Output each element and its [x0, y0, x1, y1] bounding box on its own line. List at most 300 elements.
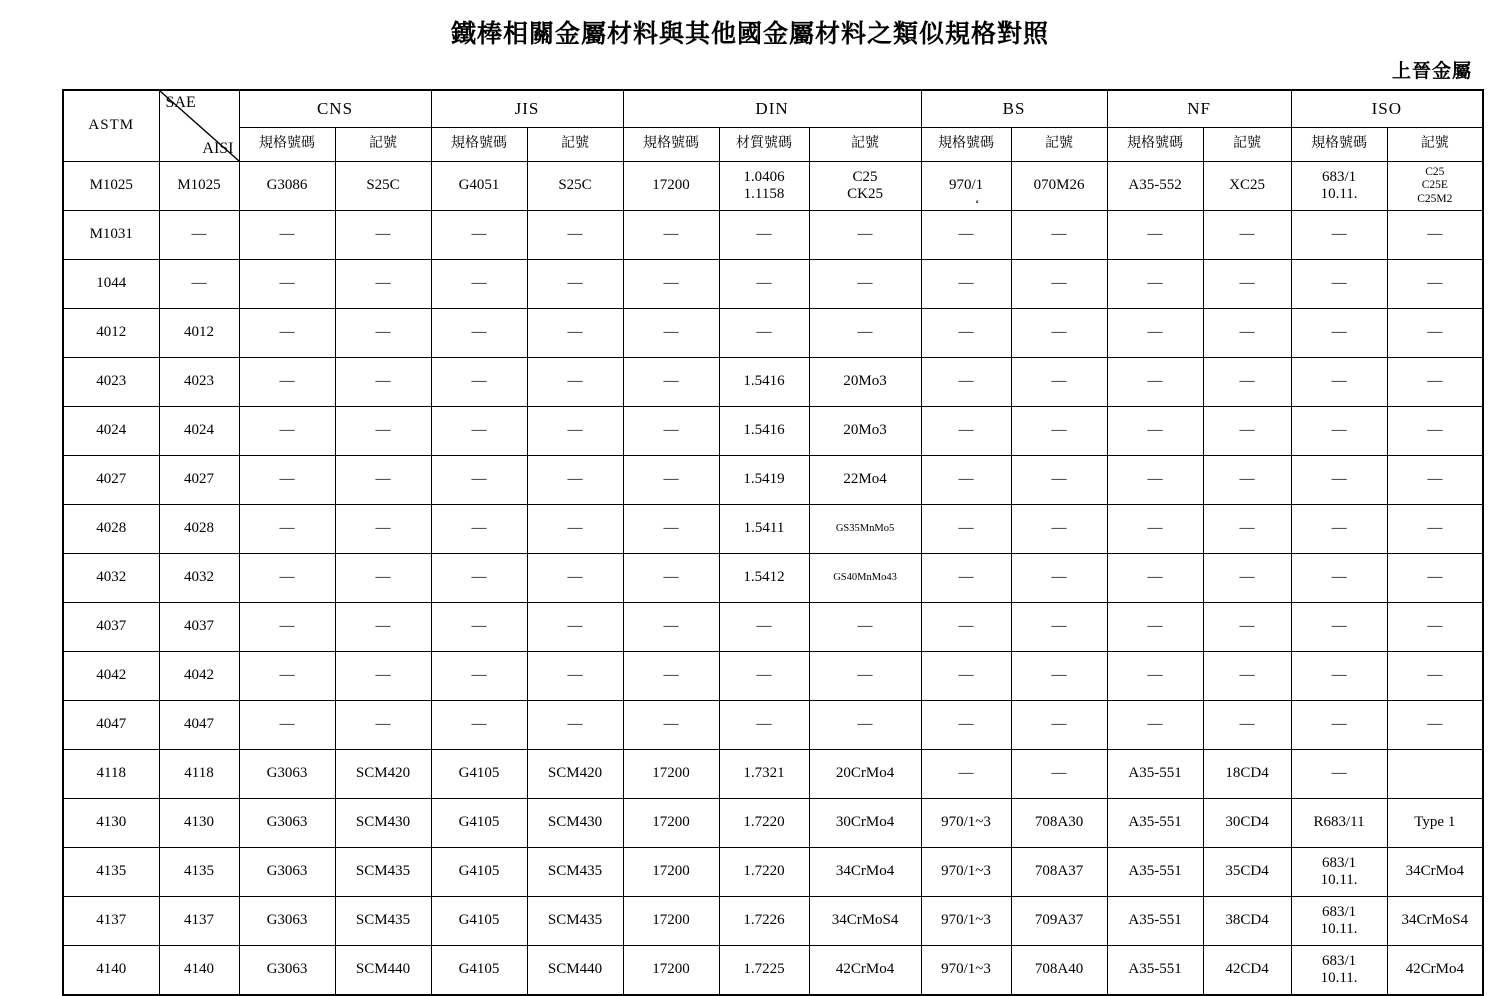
- cell-bs-symbol: 070M26: [1011, 162, 1107, 211]
- cell-din-material-no: 1.7220: [719, 799, 809, 848]
- cell-jis-no: —: [431, 456, 527, 505]
- cell-cns-symbol: S25C: [335, 162, 431, 211]
- cell-din-material-no: 1.7225: [719, 946, 809, 996]
- cell-din-no: —: [623, 505, 719, 554]
- cell-bs-no: —: [921, 554, 1011, 603]
- stray-pen-mark: ʻ: [975, 196, 980, 211]
- cell-jis-symbol: —: [527, 652, 623, 701]
- cell-bs-no: 970/1~3: [921, 799, 1011, 848]
- header-bs-symbol: 記號: [1011, 127, 1107, 161]
- spec-comparison-table: [62, 89, 1484, 996]
- cell-jis-no: —: [431, 260, 527, 309]
- cell-din-no: —: [623, 309, 719, 358]
- cell-nf-symbol: —: [1203, 652, 1291, 701]
- cell-sae: 4140: [159, 946, 239, 996]
- cell-jis-no: G4105: [431, 799, 527, 848]
- cell-jis-symbol: SCM420: [527, 750, 623, 799]
- header-jis-no: 規格號碼: [431, 127, 527, 161]
- cell-cns-no: —: [239, 701, 335, 750]
- cell-iso-no: —: [1291, 554, 1387, 603]
- table-header: [63, 90, 1483, 162]
- table-body: [63, 162, 1483, 996]
- cell-jis-no: —: [431, 603, 527, 652]
- cell-din-no: 17200: [623, 897, 719, 946]
- cell-din-no: 17200: [623, 799, 719, 848]
- cell-iso-no: 683/1 10.11.: [1291, 162, 1387, 211]
- cell-din-material-no: 1.5416: [719, 358, 809, 407]
- header-aisi-label: AISI: [202, 139, 234, 157]
- cell-cns-no: —: [239, 505, 335, 554]
- cell-iso-symbol: —: [1387, 211, 1483, 260]
- cell-cns-no: G3063: [239, 848, 335, 897]
- cell-bs-no: —: [921, 505, 1011, 554]
- cell-astm: 4023: [63, 358, 159, 407]
- cell-din-symbol: GS40MnMo43: [809, 554, 921, 603]
- cell-cns-no: G3063: [239, 799, 335, 848]
- cell-bs-no: —: [921, 358, 1011, 407]
- cell-bs-symbol: 708A37: [1011, 848, 1107, 897]
- table-row: [63, 848, 1483, 897]
- cell-iso-symbol: —: [1387, 701, 1483, 750]
- cell-jis-no: G4105: [431, 848, 527, 897]
- cell-nf-symbol: —: [1203, 603, 1291, 652]
- cell-astm: 4024: [63, 407, 159, 456]
- table-row: [63, 897, 1483, 946]
- cell-cns-no: G3063: [239, 946, 335, 996]
- cell-cns-no: —: [239, 309, 335, 358]
- cell-bs-symbol: —: [1011, 260, 1107, 309]
- cell-nf-symbol: XC25: [1203, 162, 1291, 211]
- cell-bs-symbol: —: [1011, 309, 1107, 358]
- table-row: [63, 946, 1483, 996]
- cell-bs-symbol: 709A37: [1011, 897, 1107, 946]
- cell-cns-symbol: SCM435: [335, 848, 431, 897]
- cell-bs-symbol: —: [1011, 407, 1107, 456]
- cell-cns-symbol: —: [335, 603, 431, 652]
- header-sae-label: SAE: [165, 94, 196, 111]
- cell-din-symbol: —: [809, 211, 921, 260]
- cell-din-material-no: 1.5412: [719, 554, 809, 603]
- cell-din-no: —: [623, 652, 719, 701]
- cell-cns-no: —: [239, 456, 335, 505]
- cell-astm: 4047: [63, 701, 159, 750]
- cell-cns-no: —: [239, 211, 335, 260]
- cell-nf-symbol: —: [1203, 260, 1291, 309]
- cell-jis-symbol: SCM435: [527, 848, 623, 897]
- cell-cns-no: G3063: [239, 897, 335, 946]
- cell-din-symbol: —: [809, 701, 921, 750]
- cell-nf-no: A35-551: [1107, 897, 1203, 946]
- cell-jis-symbol: —: [527, 309, 623, 358]
- cell-jis-no: —: [431, 358, 527, 407]
- cell-din-no: 17200: [623, 750, 719, 799]
- cell-bs-no: —: [921, 750, 1011, 799]
- cell-sae: 4037: [159, 603, 239, 652]
- cell-jis-no: —: [431, 407, 527, 456]
- cell-iso-symbol: —: [1387, 358, 1483, 407]
- table-row: [63, 407, 1483, 456]
- cell-cns-symbol: SCM420: [335, 750, 431, 799]
- header-astm: ASTM: [63, 90, 159, 162]
- header-cns-symbol: 記號: [335, 127, 431, 161]
- cell-iso-no: 683/1 10.11.: [1291, 848, 1387, 897]
- cell-din-symbol: 20CrMo4: [809, 750, 921, 799]
- cell-din-material-no: 1.7226: [719, 897, 809, 946]
- cell-sae: 4130: [159, 799, 239, 848]
- cell-astm: 4042: [63, 652, 159, 701]
- cell-iso-no: —: [1291, 260, 1387, 309]
- cell-astm: M1031: [63, 211, 159, 260]
- cell-cns-symbol: —: [335, 701, 431, 750]
- cell-astm: 4028: [63, 505, 159, 554]
- cell-iso-symbol: —: [1387, 456, 1483, 505]
- cell-iso-symbol: 34CrMo4: [1387, 848, 1483, 897]
- cell-bs-no: 970/1~3: [921, 848, 1011, 897]
- cell-din-material-no: —: [719, 309, 809, 358]
- cell-din-material-no: 1.7220: [719, 848, 809, 897]
- cell-sae: 4118: [159, 750, 239, 799]
- cell-astm: 4140: [63, 946, 159, 996]
- cell-din-symbol: 20Mo3: [809, 358, 921, 407]
- cell-nf-symbol: 18CD4: [1203, 750, 1291, 799]
- cell-cns-symbol: —: [335, 505, 431, 554]
- cell-bs-no: 970/1~3: [921, 946, 1011, 996]
- header-group-iso: ISO: [1291, 90, 1483, 127]
- cell-din-material-no: 1.0406 1.1158: [719, 162, 809, 211]
- cell-jis-symbol: —: [527, 358, 623, 407]
- cell-cns-no: —: [239, 260, 335, 309]
- cell-din-no: —: [623, 211, 719, 260]
- header-sae-aisi: [159, 90, 239, 162]
- cell-sae: 4137: [159, 897, 239, 946]
- cell-din-symbol: 20Mo3: [809, 407, 921, 456]
- cell-bs-symbol: —: [1011, 456, 1107, 505]
- cell-nf-no: —: [1107, 260, 1203, 309]
- cell-cns-no: —: [239, 652, 335, 701]
- cell-sae: 4135: [159, 848, 239, 897]
- cell-din-symbol: GS35MnMo5: [809, 505, 921, 554]
- header-bs-no: 規格號碼: [921, 127, 1011, 161]
- cell-bs-no: 970/1~3: [921, 897, 1011, 946]
- cell-nf-symbol: —: [1203, 701, 1291, 750]
- cell-astm: 4137: [63, 897, 159, 946]
- cell-nf-no: —: [1107, 211, 1203, 260]
- cell-iso-no: —: [1291, 701, 1387, 750]
- cell-iso-no: —: [1291, 505, 1387, 554]
- cell-din-material-no: 1.5419: [719, 456, 809, 505]
- cell-din-symbol: —: [809, 652, 921, 701]
- header-nf-symbol: 記號: [1203, 127, 1291, 161]
- cell-din-no: —: [623, 554, 719, 603]
- spec-table-container: [62, 89, 1476, 996]
- cell-astm: 4135: [63, 848, 159, 897]
- cell-din-material-no: —: [719, 211, 809, 260]
- cell-sae: 4032: [159, 554, 239, 603]
- cell-nf-no: A35-552: [1107, 162, 1203, 211]
- cell-sae: —: [159, 211, 239, 260]
- cell-iso-symbol: —: [1387, 652, 1483, 701]
- cell-jis-no: —: [431, 554, 527, 603]
- cell-nf-no: A35-551: [1107, 946, 1203, 996]
- cell-jis-symbol: —: [527, 505, 623, 554]
- cell-cns-symbol: —: [335, 652, 431, 701]
- table-row: [63, 799, 1483, 848]
- cell-bs-no: —: [921, 701, 1011, 750]
- cell-iso-no: —: [1291, 456, 1387, 505]
- cell-astm: 4118: [63, 750, 159, 799]
- cell-sae: —: [159, 260, 239, 309]
- cell-jis-no: G4105: [431, 897, 527, 946]
- cell-cns-symbol: —: [335, 456, 431, 505]
- cell-sae: 4042: [159, 652, 239, 701]
- cell-iso-symbol: —: [1387, 309, 1483, 358]
- cell-din-material-no: —: [719, 603, 809, 652]
- cell-nf-symbol: —: [1203, 554, 1291, 603]
- cell-iso-symbol: —: [1387, 554, 1483, 603]
- cell-jis-symbol: SCM440: [527, 946, 623, 996]
- cell-bs-no: —: [921, 652, 1011, 701]
- cell-sae: 4023: [159, 358, 239, 407]
- cell-sae: 4012: [159, 309, 239, 358]
- cell-nf-symbol: —: [1203, 211, 1291, 260]
- cell-nf-no: A35-551: [1107, 799, 1203, 848]
- table-row: [63, 554, 1483, 603]
- table-row: [63, 750, 1483, 799]
- cell-cns-no: —: [239, 407, 335, 456]
- cell-bs-symbol: —: [1011, 750, 1107, 799]
- cell-astm: 4012: [63, 309, 159, 358]
- cell-astm: 4130: [63, 799, 159, 848]
- cell-iso-no: R683/11: [1291, 799, 1387, 848]
- table-row: [63, 456, 1483, 505]
- header-group-row: [63, 90, 1483, 127]
- cell-iso-no: —: [1291, 309, 1387, 358]
- cell-nf-symbol: —: [1203, 407, 1291, 456]
- cell-nf-no: —: [1107, 456, 1203, 505]
- cell-din-symbol: —: [809, 603, 921, 652]
- cell-nf-symbol: —: [1203, 505, 1291, 554]
- cell-din-symbol: 22Mo4: [809, 456, 921, 505]
- cell-cns-symbol: —: [335, 407, 431, 456]
- cell-bs-symbol: —: [1011, 554, 1107, 603]
- cell-din-no: 17200: [623, 162, 719, 211]
- cell-din-material-no: —: [719, 260, 809, 309]
- cell-din-material-no: 1.7321: [719, 750, 809, 799]
- cell-bs-symbol: —: [1011, 701, 1107, 750]
- cell-cns-symbol: SCM430: [335, 799, 431, 848]
- cell-nf-symbol: —: [1203, 456, 1291, 505]
- cell-bs-no: —: [921, 211, 1011, 260]
- cell-cns-symbol: SCM440: [335, 946, 431, 996]
- cell-bs-symbol: 708A30: [1011, 799, 1107, 848]
- cell-jis-no: —: [431, 309, 527, 358]
- table-row: [63, 358, 1483, 407]
- cell-din-no: —: [623, 456, 719, 505]
- cell-astm: 1044: [63, 260, 159, 309]
- cell-jis-symbol: SCM430: [527, 799, 623, 848]
- company-name: 上晉金屬: [1391, 61, 1472, 82]
- header-group-nf: NF: [1107, 90, 1291, 127]
- header-din-symbol: 記號: [809, 127, 921, 161]
- cell-cns-symbol: —: [335, 554, 431, 603]
- cell-cns-symbol: —: [335, 211, 431, 260]
- cell-bs-no: —: [921, 456, 1011, 505]
- cell-sae: 4024: [159, 407, 239, 456]
- table-row: [63, 603, 1483, 652]
- cell-din-material-no: 1.5411: [719, 505, 809, 554]
- page-title: 鐵棒相關金屬材料與其他國金屬材料之類似規格對照: [450, 21, 1049, 48]
- cell-astm: 4037: [63, 603, 159, 652]
- cell-din-symbol: —: [809, 309, 921, 358]
- cell-jis-symbol: —: [527, 260, 623, 309]
- cell-iso-no: —: [1291, 750, 1387, 799]
- cell-cns-symbol: —: [335, 260, 431, 309]
- header-jis-symbol: 記號: [527, 127, 623, 161]
- cell-jis-symbol: —: [527, 603, 623, 652]
- cell-iso-symbol: [1387, 750, 1483, 799]
- cell-nf-symbol: 35CD4: [1203, 848, 1291, 897]
- cell-din-no: —: [623, 603, 719, 652]
- cell-bs-symbol: —: [1011, 652, 1107, 701]
- cell-nf-symbol: —: [1203, 309, 1291, 358]
- header-din-material-no: 材質號碼: [719, 127, 809, 161]
- header-iso-symbol: 記號: [1387, 127, 1483, 161]
- header-nf-no: 規格號碼: [1107, 127, 1203, 161]
- cell-bs-no: 970/1: [921, 162, 1011, 211]
- cell-iso-symbol: —: [1387, 407, 1483, 456]
- table-row: [63, 260, 1483, 309]
- cell-cns-symbol: —: [335, 358, 431, 407]
- cell-bs-symbol: 708A40: [1011, 946, 1107, 996]
- cell-nf-symbol: 30CD4: [1203, 799, 1291, 848]
- cell-nf-symbol: 38CD4: [1203, 897, 1291, 946]
- header-cns-no: 規格號碼: [239, 127, 335, 161]
- cell-nf-no: —: [1107, 603, 1203, 652]
- table-row: [63, 701, 1483, 750]
- cell-cns-no: —: [239, 603, 335, 652]
- cell-jis-no: G4105: [431, 946, 527, 996]
- cell-cns-symbol: SCM435: [335, 897, 431, 946]
- cell-jis-symbol: —: [527, 456, 623, 505]
- cell-din-no: —: [623, 407, 719, 456]
- cell-cns-no: —: [239, 358, 335, 407]
- cell-nf-no: —: [1107, 407, 1203, 456]
- cell-cns-no: G3063: [239, 750, 335, 799]
- cell-nf-no: —: [1107, 358, 1203, 407]
- cell-astm: M1025: [63, 162, 159, 211]
- cell-nf-symbol: —: [1203, 358, 1291, 407]
- cell-jis-symbol: —: [527, 701, 623, 750]
- cell-jis-no: —: [431, 505, 527, 554]
- cell-din-symbol: 34CrMo4: [809, 848, 921, 897]
- header-group-bs: BS: [921, 90, 1107, 127]
- cell-jis-symbol: S25C: [527, 162, 623, 211]
- table-row: [63, 505, 1483, 554]
- cell-din-symbol: 42CrMo4: [809, 946, 921, 996]
- cell-iso-no: —: [1291, 358, 1387, 407]
- cell-nf-no: A35-551: [1107, 848, 1203, 897]
- header-din-no: 規格號碼: [623, 127, 719, 161]
- cell-bs-no: —: [921, 309, 1011, 358]
- cell-bs-symbol: —: [1011, 505, 1107, 554]
- cell-bs-symbol: —: [1011, 211, 1107, 260]
- table-row: [63, 162, 1483, 211]
- header-iso-no: 規格號碼: [1291, 127, 1387, 161]
- cell-iso-no: 683/1 10.11.: [1291, 897, 1387, 946]
- cell-iso-symbol: 34CrMoS4: [1387, 897, 1483, 946]
- cell-astm: 4027: [63, 456, 159, 505]
- cell-bs-no: —: [921, 260, 1011, 309]
- header-sub-row: [63, 127, 1483, 161]
- cell-din-no: —: [623, 701, 719, 750]
- cell-nf-no: —: [1107, 554, 1203, 603]
- cell-iso-no: —: [1291, 603, 1387, 652]
- cell-iso-no: —: [1291, 407, 1387, 456]
- cell-iso-symbol: —: [1387, 260, 1483, 309]
- cell-astm: 4032: [63, 554, 159, 603]
- cell-din-no: 17200: [623, 848, 719, 897]
- header-group-jis: JIS: [431, 90, 623, 127]
- cell-din-no: —: [623, 358, 719, 407]
- cell-iso-symbol: C25 C25E C25M2: [1387, 162, 1483, 211]
- table-row: [63, 211, 1483, 260]
- cell-jis-no: —: [431, 701, 527, 750]
- cell-jis-no: G4051: [431, 162, 527, 211]
- header-group-cns: CNS: [239, 90, 431, 127]
- cell-bs-no: —: [921, 603, 1011, 652]
- cell-bs-symbol: —: [1011, 358, 1107, 407]
- cell-sae: 4047: [159, 701, 239, 750]
- cell-cns-no: —: [239, 554, 335, 603]
- cell-jis-symbol: —: [527, 407, 623, 456]
- cell-jis-symbol: —: [527, 211, 623, 260]
- cell-din-no: —: [623, 260, 719, 309]
- cell-jis-symbol: —: [527, 554, 623, 603]
- cell-nf-no: —: [1107, 652, 1203, 701]
- cell-din-symbol: 30CrMo4: [809, 799, 921, 848]
- cell-din-symbol: —: [809, 260, 921, 309]
- cell-nf-no: A35-551: [1107, 750, 1203, 799]
- cell-nf-no: —: [1107, 701, 1203, 750]
- cell-jis-symbol: SCM435: [527, 897, 623, 946]
- cell-din-symbol: C25 CK25: [809, 162, 921, 211]
- cell-iso-symbol: Type 1: [1387, 799, 1483, 848]
- cell-nf-symbol: 42CD4: [1203, 946, 1291, 996]
- cell-cns-no: G3086: [239, 162, 335, 211]
- cell-din-material-no: 1.5416: [719, 407, 809, 456]
- cell-sae: 4028: [159, 505, 239, 554]
- table-row: [63, 652, 1483, 701]
- cell-nf-no: —: [1107, 309, 1203, 358]
- header-group-din: DIN: [623, 90, 921, 127]
- cell-jis-no: —: [431, 211, 527, 260]
- cell-iso-no: —: [1291, 652, 1387, 701]
- cell-bs-symbol: —: [1011, 603, 1107, 652]
- cell-iso-symbol: —: [1387, 505, 1483, 554]
- cell-bs-no: —: [921, 407, 1011, 456]
- cell-jis-no: —: [431, 652, 527, 701]
- cell-sae: 4027: [159, 456, 239, 505]
- cell-iso-no: 683/1 10.11.: [1291, 946, 1387, 996]
- cell-din-material-no: —: [719, 652, 809, 701]
- cell-sae: M1025: [159, 162, 239, 211]
- cell-din-material-no: —: [719, 701, 809, 750]
- cell-nf-no: —: [1107, 505, 1203, 554]
- cell-cns-symbol: —: [335, 309, 431, 358]
- cell-din-no: 17200: [623, 946, 719, 996]
- cell-iso-symbol: —: [1387, 603, 1483, 652]
- cell-iso-no: —: [1291, 211, 1387, 260]
